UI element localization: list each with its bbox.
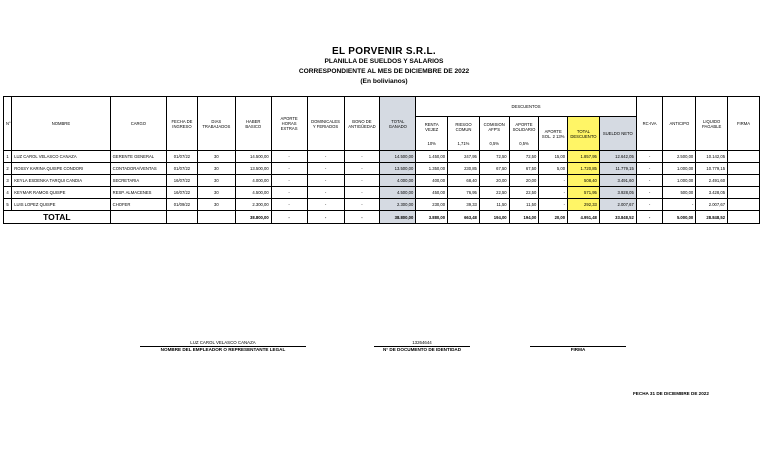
cell-firma (728, 163, 760, 175)
col-header-firma: FIRMA (728, 97, 760, 151)
cell-ganado: 4.000,00 (380, 175, 416, 187)
cell-dias: 30 (197, 163, 235, 175)
cell-n: 5 (4, 199, 12, 211)
col-header-haber-basico: HABER BASICO (235, 97, 271, 151)
cell-tdesc: 1.720,85 (568, 163, 600, 175)
cell-fecha: 16/07/22 (167, 175, 198, 187)
col-header-nombre: NOMBRE (12, 97, 110, 151)
cell-n: 2 (4, 163, 12, 175)
cell-liquido: 3.428,05 (696, 187, 728, 199)
pct-renta-vejez: 10% (416, 137, 448, 151)
col-header-aporte-solidario: APORTE SOLIDARIO (509, 117, 539, 137)
cell-solidario: 20,00 (509, 175, 539, 187)
cell-anticipo: 1.000,00 (663, 163, 696, 175)
document-title: PLANILLA DE SUELDOS Y SALARIOS (324, 58, 444, 65)
col-header-anticipo: ANTICIPO (663, 97, 696, 151)
cell-firma (728, 175, 760, 187)
cell-ganado: 4.500,00 (380, 187, 416, 199)
cell-horas: - (271, 163, 307, 175)
cell-dom: - (307, 175, 344, 187)
total-vejez: 3.880,00 (416, 211, 448, 224)
cell-liquido: 2.007,67 (696, 199, 728, 211)
cell-sol2: - (539, 175, 568, 187)
total-comision: 194,00 (479, 211, 509, 224)
id-label: N° DE DOCUMENTO DE IDENTIDAD (382, 347, 462, 352)
employer-name: LUZ CAROL VELASCO CANAZA (190, 340, 256, 345)
col-header-riesgo-comun: RIESGO COMUN (448, 117, 480, 137)
header-row-1 (4, 97, 760, 117)
cell-vejez: 1.450,00 (416, 151, 448, 163)
cell-cargo: SECRETARIA (110, 175, 166, 187)
pct-aporte-solidario: 0,5% (509, 137, 539, 151)
cell-fecha: 01/07/22 (167, 151, 198, 163)
table-row (4, 199, 760, 211)
cell-tdesc: 508,40 (568, 175, 600, 187)
cell-sol2: 5,00 (539, 163, 568, 175)
cell-nombre: KEYLA ESDENKA TARQUI CANDIA (12, 175, 110, 187)
col-header-horas-extras: APORTE HORAS EXTRAS (271, 97, 307, 151)
cell-riesgo: 247,95 (448, 151, 480, 163)
col-header-rc-iva: RC-IVA (636, 97, 663, 151)
cell-neto: 11.779,15 (599, 163, 636, 175)
cell-solidario: 22,50 (509, 187, 539, 199)
cell-bono: - (344, 151, 380, 163)
cell-firma (728, 151, 760, 163)
col-header-total-ganado: TOTAL GANADO (380, 97, 416, 151)
cell-anticipo: 1.000,00 (663, 175, 696, 187)
table-row (4, 163, 760, 175)
cell-vejez: 450,00 (416, 187, 448, 199)
cell-solidario: 11,50 (509, 199, 539, 211)
total-empty (110, 211, 166, 224)
cell-haber: 14.500,00 (235, 151, 271, 163)
cell-firma (728, 199, 760, 211)
cell-riesgo: 76,95 (448, 187, 480, 199)
pct-riesgo-comun: 1,71% (448, 137, 480, 151)
cell-solidario: 72,50 (509, 151, 539, 163)
col-header-cargo: CARGO (110, 97, 166, 151)
cell-haber: 4.500,00 (235, 187, 271, 199)
cell-neto: 12.642,05 (599, 151, 636, 163)
cell-nombre: KEYMAR RAMOS QUISPE (12, 187, 110, 199)
signature-label: FIRMA (570, 347, 586, 352)
pct-comision-afp: 0,5% (479, 137, 509, 151)
col-header-aporte-sol-2: APORTE SOL. 2 13% (539, 117, 568, 151)
cell-rciva: - (636, 199, 663, 211)
cell-tdesc: 1.857,95 (568, 151, 600, 163)
total-neto: 33.848,52 (599, 211, 636, 224)
signature-block (530, 339, 626, 353)
id-number: 13264644 (412, 340, 432, 345)
total-ganado: 38.800,00 (380, 211, 416, 224)
payroll-table (3, 96, 760, 224)
cell-liquido: 2.491,60 (696, 175, 728, 187)
col-header-descuentos: DESCUENTOS (416, 97, 637, 117)
cell-vejez: 1.350,00 (416, 163, 448, 175)
cell-sol2: 15,00 (539, 151, 568, 163)
col-header-liquido-pagable: LIQUIDO PAGABLE (696, 97, 728, 151)
cell-cargo: CHOFER (110, 199, 166, 211)
total-anticipo: 5.000,00 (663, 211, 696, 224)
cell-fecha: 16/07/22 (167, 187, 198, 199)
cell-rciva: - (636, 187, 663, 199)
employer-label: NOMBRE DEL EMPLEADOR O REPRESENTANTE LEGAL (160, 347, 286, 352)
cell-solidario: 67,50 (509, 163, 539, 175)
col-header-dias: DIAS TRABAJADOS (197, 97, 235, 151)
cell-anticipo: 500,00 (663, 187, 696, 199)
cell-fecha: 01/09/22 (167, 199, 198, 211)
col-header-renta-vejez: RENTA VEJEZ (416, 117, 448, 137)
total-sol2: 20,00 (539, 211, 568, 224)
total-dominicales: - (307, 211, 344, 224)
cell-nombre: ROSSY KARINA QUISPE CONDORI (12, 163, 110, 175)
cell-bono: - (344, 187, 380, 199)
employee-rows (4, 151, 760, 211)
table-row (4, 151, 760, 163)
total-bono: - (344, 211, 380, 224)
total-liquido: 28.848,52 (696, 211, 728, 224)
cell-firma (728, 187, 760, 199)
total-firma (728, 211, 760, 224)
cell-horas: - (271, 151, 307, 163)
cell-horas: - (271, 175, 307, 187)
cell-sol2: - (539, 199, 568, 211)
cell-haber: 2.300,00 (235, 199, 271, 211)
total-row (4, 211, 760, 224)
cell-neto: 2.007,67 (599, 199, 636, 211)
cell-comision: 20,00 (479, 175, 509, 187)
cell-cargo: GERENTE GENERAL (110, 151, 166, 163)
cell-vejez: 400,00 (416, 175, 448, 187)
cell-dias: 30 (197, 187, 235, 199)
cell-dias: 30 (197, 175, 235, 187)
cell-cargo: CONTADORA/VENTAS (110, 163, 166, 175)
total-descuento: 4.951,48 (568, 211, 600, 224)
cell-dias: 30 (197, 151, 235, 163)
cell-haber: 13.500,00 (235, 163, 271, 175)
cell-dom: - (307, 199, 344, 211)
cell-rciva: - (636, 163, 663, 175)
document-date: FECHA 31 DE DICIEMBRE DE 2022 (633, 391, 709, 396)
total-label: TOTAL (4, 211, 111, 224)
col-header-dominicales: DOMINICALES Y FERIADOS (307, 97, 344, 151)
cell-n: 3 (4, 175, 12, 187)
cell-sol2: - (539, 187, 568, 199)
cell-anticipo: - (663, 199, 696, 211)
cell-comision: 67,50 (479, 163, 509, 175)
cell-ganado: 13.500,00 (380, 163, 416, 175)
col-header-comision-afp: COMISION AFP'S (479, 117, 509, 137)
cell-rciva: - (636, 151, 663, 163)
currency-note: (En bolivianos) (360, 78, 408, 85)
cell-ganado: 14.500,00 (380, 151, 416, 163)
cell-comision: 72,50 (479, 151, 509, 163)
cell-nombre: LUZ CAROL VELASCO CANAZA (12, 151, 110, 163)
signature-space (530, 339, 626, 346)
table-row (4, 187, 760, 199)
table-row (4, 175, 760, 187)
cell-riesgo: 230,85 (448, 163, 480, 175)
cell-liquido: 10.779,15 (696, 163, 728, 175)
employer-signature-block (140, 339, 306, 353)
cell-neto: 3.928,05 (599, 187, 636, 199)
cell-dom: - (307, 163, 344, 175)
cell-riesgo: 39,33 (448, 199, 480, 211)
cell-comision: 11,50 (479, 199, 509, 211)
cell-comision: 22,50 (479, 187, 509, 199)
total-riesgo: 663,48 (448, 211, 480, 224)
total-empty (197, 211, 235, 224)
total-rciva: - (636, 211, 663, 224)
cell-haber: 4.000,00 (235, 175, 271, 187)
cell-horas: - (271, 199, 307, 211)
cell-dias: 30 (197, 199, 235, 211)
cell-horas: - (271, 187, 307, 199)
col-header-antiguedad: BONO DE ANTIGÜEDAD (344, 97, 380, 151)
total-solidario: 194,00 (509, 211, 539, 224)
cell-vejez: 230,00 (416, 199, 448, 211)
cell-liquido: 10.142,05 (696, 151, 728, 163)
cell-n: 4 (4, 187, 12, 199)
col-header-total-descuento: TOTAL DESCUENTO (568, 117, 600, 151)
total-horas: - (271, 211, 307, 224)
cell-nombre: LUIS LOPEZ QUISPE (12, 199, 110, 211)
cell-fecha: 01/07/22 (167, 163, 198, 175)
cell-bono: - (344, 163, 380, 175)
total-empty (167, 211, 198, 224)
col-header-n: N° (4, 97, 12, 151)
cell-bono: - (344, 199, 380, 211)
cell-bono: - (344, 175, 380, 187)
cell-neto: 3.491,60 (599, 175, 636, 187)
col-header-fecha-ingreso: FECHA DE INGRESO (167, 97, 198, 151)
total-haber: 38.800,00 (235, 211, 271, 224)
cell-tdesc: 571,95 (568, 187, 600, 199)
col-header-sueldo-neto: SUELDO NETO (599, 117, 636, 151)
id-block (374, 339, 470, 353)
cell-ganado: 2.300,00 (380, 199, 416, 211)
cell-dom: - (307, 151, 344, 163)
company-name: EL PORVENIR S.R.L. (332, 46, 436, 57)
cell-riesgo: 68,40 (448, 175, 480, 187)
cell-anticipo: 2.500,00 (663, 151, 696, 163)
cell-rciva: - (636, 175, 663, 187)
cell-cargo: RESP. ALMACENES (110, 187, 166, 199)
cell-dom: - (307, 187, 344, 199)
document-period: CORRESPONDIENTE AL MES DE DICIEMBRE DE 2022 (298, 68, 470, 75)
cell-tdesc: 292,33 (568, 199, 600, 211)
cell-n: 1 (4, 151, 12, 163)
